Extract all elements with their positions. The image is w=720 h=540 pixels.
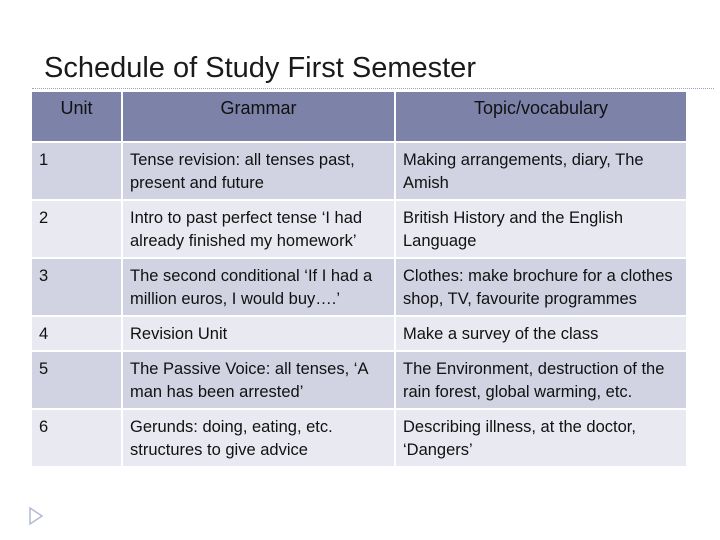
cell-topic: Clothes: make brochure for a clothes shop, TV, favourite programmes: [395, 258, 686, 316]
cell-topic: The Environment, destruction of the rain forest, global warming, etc.: [395, 351, 686, 409]
cell-grammar: Gerunds: doing, eating, etc. structures to give advice: [122, 409, 395, 466]
table-header-row: [32, 92, 686, 142]
table-row: [32, 409, 686, 466]
cell-unit: 4: [32, 316, 122, 351]
cell-unit: 3: [32, 258, 122, 316]
header-grammar: Grammar: [122, 92, 395, 142]
table-row: [32, 200, 686, 258]
page-title: Schedule of Study First Semester: [44, 52, 476, 84]
cell-unit: 1: [32, 142, 122, 200]
table-row: [32, 142, 686, 200]
header-unit: Unit: [32, 92, 122, 142]
cell-unit: 2: [32, 200, 122, 258]
header-topic: Topic/vocabulary: [395, 92, 686, 142]
table-row: [32, 316, 686, 351]
table-row: [32, 258, 686, 316]
cell-topic: Make a survey of the class: [395, 316, 686, 351]
cell-unit: 5: [32, 351, 122, 409]
cell-topic: Describing illness, at the doctor, ‘Dangers’: [395, 409, 686, 466]
cell-unit: 6: [32, 409, 122, 466]
cell-grammar: The second conditional ‘If I had a million euros, I would buy….’: [122, 258, 395, 316]
cell-grammar: The Passive Voice: all tenses, ‘A man has been arrested’: [122, 351, 395, 409]
cell-topic: Making arrangements, diary, The Amish: [395, 142, 686, 200]
cell-topic: British History and the English Language: [395, 200, 686, 258]
slide-corner-arrow-icon: [28, 506, 44, 526]
title-divider: [32, 88, 714, 89]
schedule-table-container: [32, 92, 686, 466]
cell-grammar: Tense revision: all tenses past, present and future: [122, 142, 395, 200]
table-row: [32, 351, 686, 409]
cell-grammar: Revision Unit: [122, 316, 395, 351]
schedule-table: [32, 92, 686, 466]
cell-grammar: Intro to past perfect tense ‘I had already finished my homework’: [122, 200, 395, 258]
